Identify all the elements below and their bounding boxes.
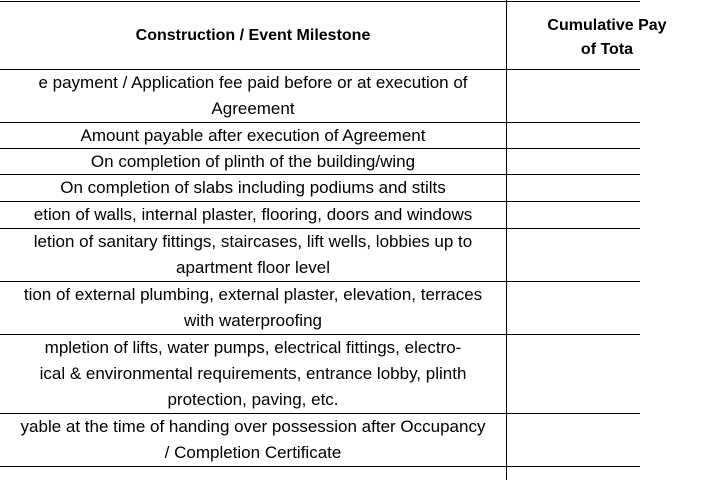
milestone-row-8: mpletion of lifts, water pumps, electrical fittings, electro- ical & environmental requirements, entrance lobby, plinth protection, paving, etc. [39, 338, 467, 409]
milestone-row-5: etion of walls, internal plaster, flooring, doors and windows [33, 205, 473, 224]
header-cumulative-payment: Cumulative Pay of Tota [547, 17, 667, 58]
milestone-row-7: tion of external plumbing, external plaster, elevation, terraces with waterproofing [23, 285, 483, 330]
milestone-row-3: On completion of plinth of the building/wing [90, 151, 416, 171]
milestone-row-9: yable at the time of handing over possession after Occupancy / Completion Certificate [20, 417, 486, 462]
milestone-row-6: letion of sanitary fittings, staircases, lift wells, lobbies up to apartment floor level [33, 232, 473, 277]
row-border [0, 466, 640, 467]
milestone-row-4: On completion of slabs including podiums and stilts [60, 178, 446, 197]
milestone-row-1: e payment / Application fee paid before or at execution of Agreement [38, 73, 468, 118]
milestone-row-2: Amount payable after execution of Agreement [80, 125, 426, 145]
header-milestone: Construction / Event Milestone [135, 26, 371, 44]
